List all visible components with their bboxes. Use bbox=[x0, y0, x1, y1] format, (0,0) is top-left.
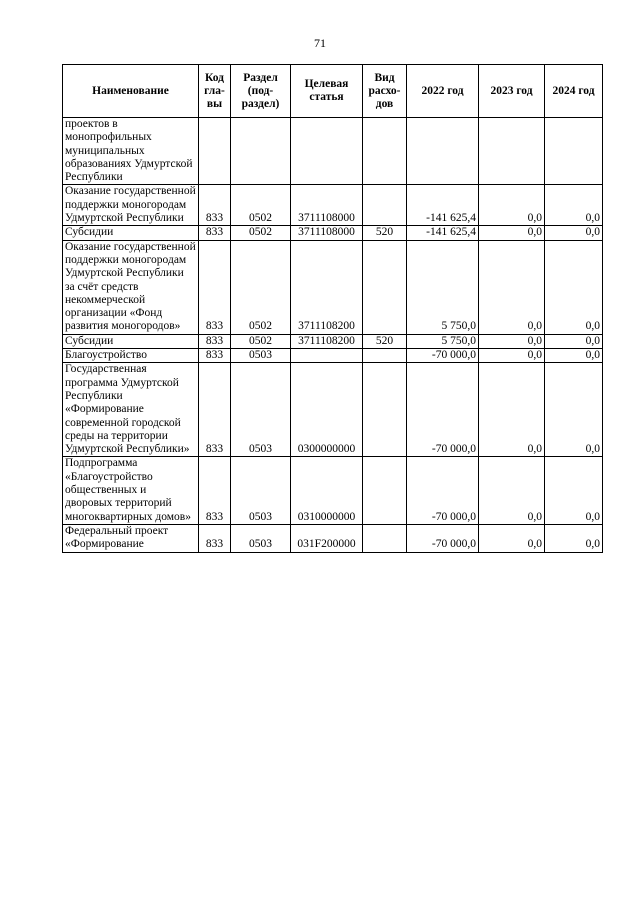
row-2023 bbox=[479, 118, 545, 185]
row-2022: -141 625,4 bbox=[407, 226, 479, 240]
row-2022: 5 750,0 bbox=[407, 334, 479, 348]
table-row bbox=[63, 457, 603, 524]
row-2023: 0,0 bbox=[479, 457, 545, 524]
row-section: 0503 bbox=[231, 349, 291, 363]
table-row bbox=[63, 524, 603, 552]
row-code bbox=[199, 118, 231, 185]
header-2024: 2024 год bbox=[545, 65, 603, 118]
row-code: 833 bbox=[199, 457, 231, 524]
table-row bbox=[63, 349, 603, 363]
row-code: 833 bbox=[199, 185, 231, 226]
row-2022: -70 000,0 bbox=[407, 457, 479, 524]
row-name: Подпрограмма «Благоустройство общественных и дворовых территорий многоквартирных домов» bbox=[63, 457, 199, 524]
row-name: Государственная программа Удмуртской Республики «Формирование современной городской среды на территории Удмуртской Республики» bbox=[63, 363, 199, 457]
row-section: 0503 bbox=[231, 457, 291, 524]
row-2022: 5 750,0 bbox=[407, 240, 479, 334]
table-row bbox=[63, 185, 603, 226]
row-2022: -70 000,0 bbox=[407, 363, 479, 457]
budget-table bbox=[62, 64, 603, 553]
header-section: Раздел (под-раздел) bbox=[231, 65, 291, 118]
row-name: Субсидии bbox=[63, 334, 199, 348]
row-2023: 0,0 bbox=[479, 185, 545, 226]
table-row bbox=[63, 226, 603, 240]
table-row bbox=[63, 240, 603, 334]
row-2022 bbox=[407, 118, 479, 185]
row-2022: -70 000,0 bbox=[407, 524, 479, 552]
row-section: 0503 bbox=[231, 524, 291, 552]
row-2023: 0,0 bbox=[479, 226, 545, 240]
row-2024: 0,0 bbox=[545, 334, 603, 348]
table-row bbox=[63, 334, 603, 348]
table-row bbox=[63, 118, 603, 185]
header-name: Наименование bbox=[63, 65, 199, 118]
row-name: проектов в монопрофильных муниципальных образованиях Удмуртской Республики bbox=[63, 118, 199, 185]
row-section bbox=[231, 118, 291, 185]
row-target: 3711108000 bbox=[291, 185, 363, 226]
header-row bbox=[63, 65, 603, 118]
row-2024: 0,0 bbox=[545, 524, 603, 552]
row-2024 bbox=[545, 118, 603, 185]
row-section: 0502 bbox=[231, 334, 291, 348]
row-2023: 0,0 bbox=[479, 363, 545, 457]
row-type bbox=[363, 185, 407, 226]
row-target: 031F200000 bbox=[291, 524, 363, 552]
row-2023: 0,0 bbox=[479, 240, 545, 334]
row-type bbox=[363, 457, 407, 524]
header-2022: 2022 год bbox=[407, 65, 479, 118]
row-section: 0502 bbox=[231, 240, 291, 334]
row-2024: 0,0 bbox=[545, 363, 603, 457]
row-code: 833 bbox=[199, 334, 231, 348]
row-2024: 0,0 bbox=[545, 349, 603, 363]
row-type bbox=[363, 118, 407, 185]
row-target bbox=[291, 118, 363, 185]
row-2023: 0,0 bbox=[479, 524, 545, 552]
header-code: Код гла-вы bbox=[199, 65, 231, 118]
row-code: 833 bbox=[199, 524, 231, 552]
row-type bbox=[363, 349, 407, 363]
row-target: 0300000000 bbox=[291, 363, 363, 457]
row-section: 0502 bbox=[231, 226, 291, 240]
row-code: 833 bbox=[199, 226, 231, 240]
row-code: 833 bbox=[199, 349, 231, 363]
table-row bbox=[63, 363, 603, 457]
row-2023: 0,0 bbox=[479, 349, 545, 363]
row-name: Федеральный проект «Формирование bbox=[63, 524, 199, 552]
row-2024: 0,0 bbox=[545, 226, 603, 240]
row-2024: 0,0 bbox=[545, 457, 603, 524]
row-target: 3711108200 bbox=[291, 240, 363, 334]
row-name: Благоустройство bbox=[63, 349, 199, 363]
row-type: 520 bbox=[363, 226, 407, 240]
row-name: Оказание государственной поддержки моногородам Удмуртской Республики bbox=[63, 185, 199, 226]
row-type: 520 bbox=[363, 334, 407, 348]
row-target bbox=[291, 349, 363, 363]
row-2022: -70 000,0 bbox=[407, 349, 479, 363]
row-target: 3711108000 bbox=[291, 226, 363, 240]
row-target: 3711108200 bbox=[291, 334, 363, 348]
row-code: 833 bbox=[199, 363, 231, 457]
page-number: 71 bbox=[314, 36, 326, 50]
row-name: Оказание государственной поддержки моногородам Удмуртской Республики за счёт средств некоммерческой организации «Фонд развития моногородов» bbox=[63, 240, 199, 334]
row-2024: 0,0 bbox=[545, 240, 603, 334]
row-type bbox=[363, 524, 407, 552]
row-target: 0310000000 bbox=[291, 457, 363, 524]
row-section: 0503 bbox=[231, 363, 291, 457]
row-2022: -141 625,4 bbox=[407, 185, 479, 226]
row-type bbox=[363, 240, 407, 334]
row-2023: 0,0 bbox=[479, 334, 545, 348]
row-section: 0502 bbox=[231, 185, 291, 226]
row-code: 833 bbox=[199, 240, 231, 334]
header-2023: 2023 год bbox=[479, 65, 545, 118]
row-2024: 0,0 bbox=[545, 185, 603, 226]
row-type bbox=[363, 363, 407, 457]
header-type: Вид расхо-дов bbox=[363, 65, 407, 118]
row-name: Субсидии bbox=[63, 226, 199, 240]
header-target: Целевая статья bbox=[291, 65, 363, 118]
